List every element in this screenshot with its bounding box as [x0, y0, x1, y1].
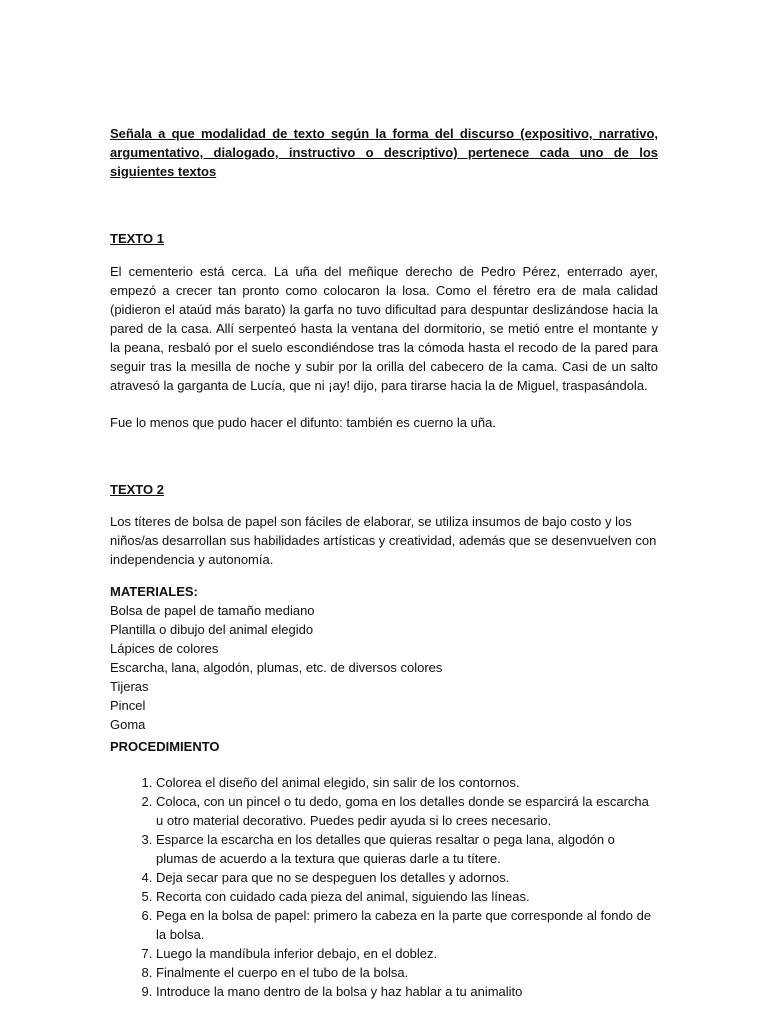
- materials-heading: MATERIALES:: [110, 584, 198, 599]
- texto2-paragraph: Los títeres de bolsa de papel son fáciles de elaborar, se utiliza insumos de bajo costo y los niños/as desarrollan sus habilidades artísticas y creatividad, además que se desenvuelven con independencia y autonomía.: [110, 514, 657, 567]
- procedure-step: 5. Recorta con cuidado cada pieza del animal, siguiendo las líneas.: [156, 887, 658, 906]
- procedure-step: 7. Luego la mandíbula inferior debajo, en el doblez.: [156, 944, 658, 963]
- procedure-heading: PROCEDIMIENTO: [110, 739, 220, 754]
- procedure-steps: [110, 773, 658, 1001]
- procedure-step: 3. Esparce la escarcha en los detalles que quieras resaltar o pega lana, algodón o plumas de acuerdo a la textura que quieras darle a tu títere.: [156, 830, 658, 868]
- procedure-step: 2. Coloca, con un pincel o tu dedo, goma en los detalles donde se esparcirá la escarcha u otro material decorativo. Puedes pedir ayuda si lo crees necesario.: [156, 792, 658, 830]
- procedure-step: 6. Pega en la bolsa de papel: primero la cabeza en la parte que corresponde al fondo de la bolsa.: [156, 906, 658, 944]
- texto1-paragraph-2: Fue lo menos que pudo hacer el difunto: también es cuerno la uña.: [110, 415, 496, 430]
- material-item: Goma: [110, 717, 146, 732]
- material-item: Plantilla o dibujo del animal elegido: [110, 622, 314, 637]
- material-item: Escarcha, lana, algodón, plumas, etc. de diversos colores: [110, 660, 443, 675]
- texto2-heading: TEXTO 2: [110, 482, 164, 497]
- material-item: Lápices de colores: [110, 641, 219, 656]
- procedure-step: 8. Finalmente el cuerpo en el tubo de la bolsa.: [156, 963, 658, 982]
- material-item: Bolsa de papel de tamaño mediano: [110, 603, 315, 618]
- procedure-step: 1. Colorea el diseño del animal elegido, sin salir de los contornos.: [156, 773, 658, 792]
- materials-list: [110, 582, 658, 734]
- material-item: Tijeras: [110, 679, 149, 694]
- document-title: Señala a que modalidad de texto según la forma del discurso (expositivo, narrativo, argumentativo, dialogado, instructivo o descriptivo) pertenece cada uno de los siguientes textos: [110, 126, 658, 179]
- procedure-step: 9. Introduce la mano dentro de la bolsa y haz hablar a tu animalito: [156, 982, 658, 1001]
- procedure-step: 4. Deja secar para que no se despeguen los detalles y adornos.: [156, 868, 658, 887]
- material-item: Pincel: [110, 698, 146, 713]
- texto1-paragraph-1: El cementerio está cerca. La uña del meñique derecho de Pedro Pérez, enterrado ayer, empezó a crecer tan pronto como colocaron la losa. Como el féretro era de mala calidad (pidieron el ataúd más barato) la garfa no tuvo dificultad para despuntar deslizándose hacia la pared de la casa. Allí serpenteó hasta la ventana del dormitorio, se metió entre el montante y la peana, resbaló por el suelo escondiéndose tras la cómoda hasta el recodo de la pared para seguir tras la mesilla de noche y subir por la orilla del cabecero de la cama. Casi de un salto atravesó la garganta de Lucía, que ni ¡ay! dijo, para tirarse hacia la de Miguel, traspasándola.: [110, 264, 658, 393]
- texto1-heading: TEXTO 1: [110, 231, 164, 246]
